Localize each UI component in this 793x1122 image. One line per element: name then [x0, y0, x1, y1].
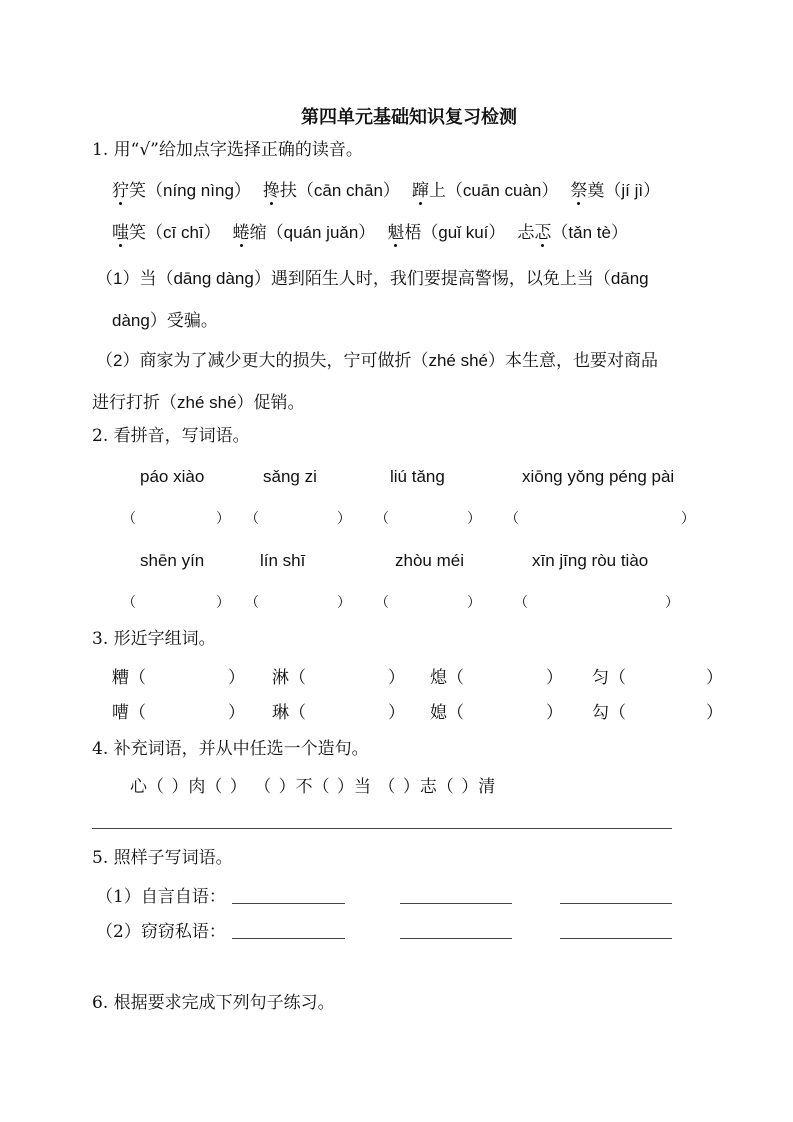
- word-char: 上: [428, 181, 446, 201]
- q2-pinyin-6: lín shī: [260, 551, 306, 570]
- pinyin-options: （guǐ kuí）: [421, 223, 506, 242]
- answer-field[interactable]: [530, 592, 663, 614]
- q3-char: 匀（: [592, 668, 626, 688]
- word-char: 忐: [517, 223, 535, 243]
- q3-char: 糟（: [112, 668, 146, 688]
- q1-word-item: [517, 222, 628, 244]
- answer-paren-open: （: [375, 595, 389, 611]
- dotted-char: 魁: [387, 223, 405, 243]
- q2-pinyin-4: xiōng yǒng péng pài: [522, 467, 675, 486]
- answer-paren-close: ）: [216, 511, 230, 527]
- q5-answer-line[interactable]: [232, 938, 345, 939]
- answer-field[interactable]: [138, 592, 214, 614]
- q5-item-1: （1）自言自语：: [96, 887, 226, 907]
- q1-heading: 1. 用“√”给加点字选择正确的读音。: [92, 140, 363, 160]
- q5-answer-line[interactable]: [400, 903, 512, 904]
- q1-row-2: [112, 222, 628, 244]
- dotted-char: 嗤: [112, 223, 129, 243]
- answer-field[interactable]: [261, 508, 335, 530]
- answer-paren-close: ）: [337, 511, 351, 527]
- answer-paren-open: （: [245, 511, 259, 527]
- q1-sentence-2-cont: 进行打折（zhé shé）促销。: [92, 393, 305, 412]
- pinyin-options: （cī chī）: [146, 223, 221, 242]
- q2-pinyin-5: shēn yín: [140, 551, 205, 570]
- q5-answer-line[interactable]: [560, 938, 672, 939]
- dotted-char: 祭: [570, 181, 588, 201]
- answer-paren-open: （: [505, 511, 519, 527]
- word-char: 缩: [249, 223, 267, 243]
- q2-pinyin-2: sǎng zi: [263, 467, 317, 486]
- q3-close: ）: [546, 703, 563, 723]
- answer-paren-close: ）: [467, 511, 481, 527]
- q5-answer-line[interactable]: [560, 903, 672, 904]
- q3-close: ）: [706, 703, 723, 723]
- answer-paren-close: ）: [665, 595, 679, 611]
- answer-paren-open: （: [122, 511, 136, 527]
- answer-paren-close: ）: [337, 595, 351, 611]
- q2-heading: 2. 看拼音，写词语。: [92, 426, 250, 446]
- answer-paren-open: （: [122, 595, 136, 611]
- pinyin-options: （tǎn tè）: [551, 223, 628, 242]
- q1-word-item: [412, 180, 558, 202]
- q5-item-2: （2）窃窃私语：: [96, 922, 226, 942]
- answer-field[interactable]: [138, 508, 214, 530]
- word-char: 梧: [404, 223, 422, 243]
- q5-heading: 5. 照样子写词语。: [92, 848, 233, 868]
- q2-pinyin-7: zhòu méi: [395, 551, 464, 570]
- word-char: 笑: [129, 223, 146, 243]
- q3-heading: 3. 形近字组词。: [92, 629, 216, 649]
- q1-word-item: [233, 222, 376, 244]
- dotted-char: 蜷: [232, 223, 250, 243]
- q4-idioms: 心（ ）肉（ ） （ ）不（ ）当 （ ）志（ ）清: [130, 777, 496, 797]
- q2-pinyin-1: páo xiào: [140, 467, 205, 486]
- answer-field[interactable]: [521, 508, 679, 530]
- q1-sentence-2: （2）商家为了减少更大的损失，宁可做折（zhé shé）本生意，也要对商品: [96, 351, 658, 370]
- q3-close: ）: [706, 668, 723, 688]
- q3-close: ）: [388, 668, 405, 688]
- q3-char: 勾（: [592, 703, 626, 723]
- answer-paren-open: （: [245, 595, 259, 611]
- word-char: 扶: [279, 181, 297, 201]
- pinyin-options: （níng nìng）: [146, 181, 251, 200]
- q3-close: ）: [388, 703, 405, 723]
- q3-close: ）: [546, 668, 563, 688]
- answer-paren-close: ）: [467, 595, 481, 611]
- q1-word-item: [570, 180, 660, 202]
- word-char: 奠: [587, 181, 605, 201]
- q1-row-1: [112, 180, 660, 202]
- q3-close: ）: [228, 703, 245, 723]
- pinyin-options: （cuān cuàn）: [445, 181, 559, 200]
- q1-sentence-1-cont: dàng）受骗。: [112, 311, 218, 330]
- answer-field[interactable]: [261, 592, 335, 614]
- q2-pinyin-3: liú tǎng: [390, 467, 445, 486]
- q4-heading: 4. 补充词语，并从中任选一个造句。: [92, 739, 369, 759]
- page-title: 第四单元基础知识复习检测: [301, 107, 517, 128]
- q3-char: 媳（: [430, 703, 464, 723]
- answer-paren-open: （: [514, 595, 528, 611]
- q3-char: 琳（: [272, 703, 306, 723]
- q3-char: 淋（: [272, 668, 306, 688]
- q5-answer-line[interactable]: [232, 903, 345, 904]
- dotted-char: 搀: [262, 181, 280, 201]
- q6-heading: 6. 根据要求完成下列句子练习。: [92, 993, 335, 1013]
- pinyin-options: （cān chān）: [296, 181, 400, 200]
- pinyin-options: （quán juǎn）: [266, 223, 376, 242]
- dotted-char: 蹿: [411, 181, 429, 201]
- q1-word-item: [387, 222, 505, 244]
- dotted-char: 狞: [112, 181, 129, 201]
- q1-word-item: [263, 180, 400, 202]
- word-char: 笑: [129, 181, 146, 201]
- answer-field[interactable]: [391, 592, 465, 614]
- q3-char: 熄（: [430, 668, 464, 688]
- q1-word-item: [112, 222, 221, 244]
- answer-paren-open: （: [375, 511, 389, 527]
- q3-char: 嘈（: [112, 703, 146, 723]
- q1-word-item: [112, 180, 251, 202]
- q1-sentence-1: （1）当（dāng dàng）遇到陌生人时，我们要提高警惕，以免上当（dāng: [96, 269, 649, 288]
- answer-field[interactable]: [391, 508, 465, 530]
- answer-paren-close: ）: [681, 511, 695, 527]
- answer-paren-close: ）: [216, 595, 230, 611]
- q5-answer-line[interactable]: [400, 938, 512, 939]
- dotted-char: 忑: [534, 223, 552, 243]
- pinyin-options: （jí jì）: [604, 181, 661, 200]
- q3-close: ）: [228, 668, 245, 688]
- q2-pinyin-8: xīn jīng ròu tiào: [532, 551, 649, 570]
- q4-answer-line[interactable]: [92, 828, 672, 829]
